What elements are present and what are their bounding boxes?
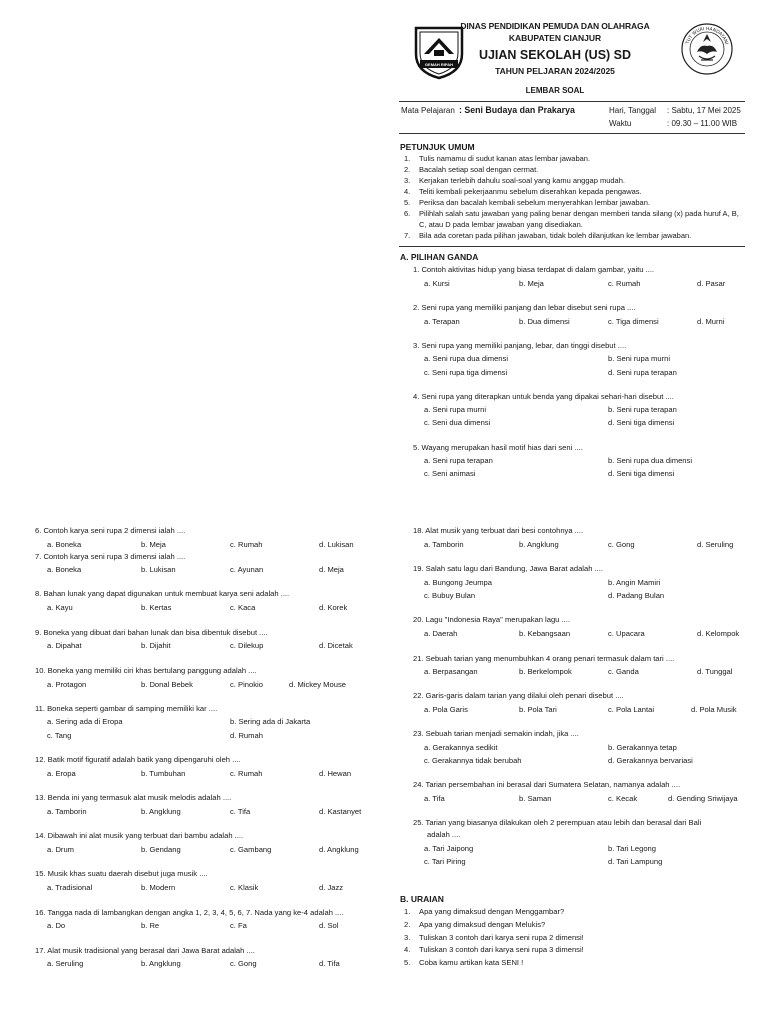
answer-option: b. Seni rupa murni	[608, 354, 671, 363]
answer-option: b. Donal Bebek	[141, 680, 193, 689]
answer-option: d. Korek	[319, 603, 348, 612]
essay-text: Apa yang dimaksud dengan Menggambar?	[419, 907, 565, 916]
question-text: 14. Dibawah ini alat musik yang terbuat dari bambu adalah ....	[35, 831, 244, 840]
answer-option: c. Gerakannya tidak berubah	[424, 756, 522, 765]
answer-option: c. Seni animasi	[424, 469, 476, 478]
instruction-item	[404, 153, 744, 164]
answer-option: d. Meja	[319, 565, 344, 574]
question-text: 24. Tarian persembahan ini berasal dari Sumatera Selatan, namanya adalah ....	[413, 780, 681, 789]
answer-option: d. Seni tiga dimensi	[608, 469, 675, 478]
answer-option: a. Berpasangan	[424, 667, 478, 676]
answer-option: d. Angklung	[319, 845, 359, 854]
answer-option: b. Kertas	[141, 603, 172, 612]
header-regency: KABUPATEN CIANJUR	[508, 33, 602, 43]
essay-text: Tuliskan 3 contoh dari karya seni rupa 3 dimensi!	[419, 945, 584, 955]
subject-label: Mata Pelajaran	[401, 106, 455, 115]
answer-option: c. Seni dua dimensi	[424, 418, 491, 427]
instruction-text: Bacalah setiap soal dengan cermat.	[419, 165, 539, 174]
answer-option: b. Gendang	[141, 845, 181, 854]
answer-option: d. Mickey Mouse	[289, 680, 346, 689]
essay-number: 4.	[404, 945, 411, 955]
answer-option: d. Hewan	[319, 769, 352, 778]
answer-option: c. Rumah	[230, 769, 263, 778]
instruction-item	[404, 175, 744, 186]
answer-option: d. Seni tiga dimensi	[608, 418, 675, 427]
instructions-divider	[399, 246, 745, 247]
answer-option: d. Sol	[319, 921, 339, 930]
instruction-text: Pilihlah salah satu jawaban yang paling benar dengan memberi tanda silang (x) pada huruf A, B, C, atau D pada lembar jawaban yang disediakan.	[419, 209, 739, 229]
answer-option: b. Meja	[141, 540, 166, 549]
answer-option: d. Tunggal	[697, 667, 733, 676]
answer-option: a. Dipahat	[47, 641, 82, 650]
answer-option: a. Pola Garis	[424, 705, 468, 714]
essay-item	[404, 919, 584, 932]
answer-option: a. Drum	[47, 845, 75, 854]
answer-option: b. Sering ada di Jakarta	[230, 717, 311, 726]
answer-option: c. Tang	[47, 731, 72, 740]
header-year: TAHUN PELJARAN 2024/2025	[495, 66, 615, 76]
instruction-item	[404, 164, 744, 175]
question-text: 22. Garis-garis dalam tarian yang dilalui oleh penari disebut ....	[413, 691, 624, 700]
question-text: 19. Salah satu lagu dari Bandung, Jawa Barat adalah ....	[413, 564, 603, 573]
answer-option: a. Seni rupa dua dimensi	[424, 354, 509, 363]
question-text: 13. Benda ini yang termasuk alat musik melodis adalah ....	[35, 793, 232, 802]
question-text: 8. Bahan lunak yang dapat digunakan untuk membuat karya seni adalah ....	[35, 589, 290, 598]
answer-option: c. Kaca	[230, 603, 256, 612]
answer-option: b. Angin Mamiri	[608, 578, 661, 587]
day-label: Hari, Tanggal	[609, 106, 656, 115]
answer-option: d. Gending Sriwijaya	[668, 794, 738, 803]
answer-option: b. Angklung	[519, 540, 559, 549]
essay-item	[404, 906, 584, 919]
question-text: 2. Seni rupa yang memiliki panjang dan lebar disebut seni rupa ....	[413, 303, 636, 312]
answer-option: c. Ayunan	[230, 565, 264, 574]
answer-option: a. Tari Jaipong	[424, 844, 474, 853]
answer-option: c. Gambang	[230, 845, 272, 854]
answer-option: b. Tari Legong	[608, 844, 656, 853]
answer-option: d. Pola Musik	[691, 705, 737, 714]
answer-option: c. Kecak	[608, 794, 638, 803]
essay-questions	[404, 906, 584, 970]
answer-option: c. Dilekup	[230, 641, 264, 650]
question-text: 16. Tangga nada di lambangkan dengan angka 1, 2, 3, 4, 5, 6, 7. Nada yang ke-4 adalah ....	[35, 908, 344, 917]
instruction-text: Bila ada coretan pada pilihan jawaban, tidak boleh dilanjutkan ke lembar jawaban.	[419, 231, 692, 240]
answer-option: b. Lukisan	[141, 565, 176, 574]
essay-number: 2.	[404, 919, 411, 929]
answer-option: d. Seni rupa terapan	[608, 368, 677, 377]
answer-option: a. Kayu	[47, 603, 73, 612]
answer-option: b. Pola Tari	[519, 705, 557, 714]
answer-option: d. Kastanyet	[319, 807, 362, 816]
instruction-number: 5.	[404, 198, 411, 207]
answer-option: d. Gerakannya bervariasi	[608, 756, 693, 765]
answer-option: b. Dua dimensi	[519, 317, 570, 326]
essay-item	[404, 957, 584, 970]
answer-option: b. Re	[141, 921, 160, 930]
question-text: 11. Boneka seperti gambar di samping memiliki kar ....	[35, 704, 218, 713]
answer-option: a. Tifa	[424, 794, 445, 803]
answer-option: d. Jazz	[319, 883, 344, 892]
day-value: : Sabtu, 17 Mei 2025	[667, 106, 741, 115]
question-text: 4. Seni rupa yang diterapkan untuk benda yang dipakai sehari-hari disebut ....	[413, 392, 674, 401]
essay-text: Tuliskan 3 contoh dari karya seni rupa 2 dimensi!	[419, 932, 584, 942]
essay-number: 3.	[404, 932, 411, 942]
instructions-title: PETUNJUK UMUM	[400, 142, 475, 152]
section-a-title: A. PILIHAN GANDA	[400, 252, 479, 262]
answer-option: a. Terapan	[424, 317, 460, 326]
subject-value: : Seni Budaya dan Prakarya	[459, 105, 575, 115]
answer-option: a. Seruling	[47, 959, 84, 968]
answer-option: a. Boneka	[47, 565, 82, 574]
tut-wuri-handayani-logo	[680, 22, 734, 76]
answer-option: d. Murni	[697, 317, 725, 326]
essay-text: Coba kamu artikan kata SENI !	[419, 958, 524, 968]
answer-option: b. Kebangsaan	[519, 629, 571, 638]
instruction-number: 1.	[404, 154, 411, 163]
answer-option: a. Bungong Jeumpa	[424, 578, 492, 587]
header-divider	[399, 101, 745, 102]
instruction-number: 7.	[404, 231, 411, 240]
answer-option: d. Tifa	[319, 959, 340, 968]
answer-option: d. Kelompok	[697, 629, 740, 638]
answer-option: b. Modern	[141, 883, 176, 892]
answer-option: d. Dicetak	[319, 641, 353, 650]
time-value: : 09.30 – 11.00 WIB	[667, 119, 738, 128]
instruction-item	[404, 197, 744, 208]
question-text: 10. Boneka yang memiliki ciri khas bertulang panggung adalah ....	[35, 666, 257, 675]
answer-option: c. Upacara	[608, 629, 645, 638]
essay-item	[404, 944, 584, 957]
instruction-text: Kerjakan terlebih dahulu soal-soal yang kamu anggap mudah.	[419, 176, 625, 185]
answer-option: d. Tari Lampung	[608, 857, 663, 866]
answer-option: c. Tari Piring	[424, 857, 466, 866]
answer-option: a. Sering ada di Eropa	[47, 717, 123, 726]
question-text: 6. Contoh karya seni rupa 2 dimensi ialah ....	[35, 526, 186, 535]
answer-option: a. Tamborin	[424, 540, 464, 549]
question-text: 12. Batik motif figuratif adalah batik yang dipengaruhi oleh ....	[35, 755, 241, 764]
header-sheet-label: LEMBAR SOAL	[525, 86, 585, 95]
question-text: 23. Sebuah tarian menjadi semakin indah, jika ....	[413, 729, 579, 738]
essay-text: Apa yang dimaksud dengan Melukis?	[419, 919, 546, 929]
answer-option: c. Seni rupa tiga dimensi	[424, 368, 508, 377]
section-b-title: B. URAIAN	[400, 894, 444, 904]
answer-option: d. Rumah	[230, 731, 263, 740]
question-text: 1. Contoh aktivitas hidup yang biasa terdapat di dalam gambar, yaitu ....	[413, 265, 655, 274]
logo-right-motto: TUT WURI HANDAYANI	[685, 26, 729, 46]
answer-option: d. Seruling	[697, 540, 734, 549]
answer-option: a. Eropa	[47, 769, 76, 778]
instruction-number: 2.	[404, 165, 411, 174]
answer-option: b. Meja	[519, 279, 544, 288]
answer-option: b. Tumbuhan	[141, 769, 186, 778]
answer-option: a. Gerakannya sedikit	[424, 743, 498, 752]
answer-option: d. Lukisan	[319, 540, 354, 549]
essay-number: 1.	[404, 907, 411, 916]
header-office: DINAS PENDIDIKAN PEMUDA DAN OLAHRAGA	[460, 21, 650, 31]
answer-option: a. Tamborin	[47, 807, 87, 816]
instructions-list	[404, 153, 744, 241]
question-text: 21. Sebuah tarian yang menumbuhkan 4 orang penari termasuk dalam tari ....	[413, 654, 675, 663]
answer-option: a. Seni rupa terapan	[424, 456, 493, 465]
answer-option: a. Kursi	[424, 279, 450, 288]
instruction-text: Tulis namamu di sudut kanan atas lembar jawaban.	[419, 154, 591, 163]
question-text: 20. Lagu "Indonesia Raya" merupakan lagu ....	[413, 615, 570, 624]
answer-option: c. Bubuy Bulan	[424, 591, 476, 600]
answer-option: c. Klasik	[230, 883, 259, 892]
header-exam-title: UJIAN SEKOLAH (US) SD	[478, 48, 632, 62]
answer-option: a. Daerah	[424, 629, 458, 638]
answer-option: a. Seni rupa murni	[424, 405, 487, 414]
question-text: 9. Boneka yang dibuat dari bahan lunak dan bisa dibentuk disebut ....	[35, 628, 268, 637]
answer-option: b. Berkelompok	[519, 667, 572, 676]
answer-option: a. Tradisional	[47, 883, 93, 892]
answer-option: c. Tiga dimensi	[608, 317, 659, 326]
answer-option: c. Fa	[230, 921, 247, 930]
question-text: 25. Tarian yang biasanya dilakukan oleh 2 perempuan atau lebih dan berasal dari Bali	[413, 818, 702, 827]
answer-option: c. Gong	[608, 540, 635, 549]
answer-option: a. Boneka	[47, 540, 82, 549]
instruction-item	[404, 230, 744, 241]
question-text: 18. Alat musik yang terbuat dari besi contohnya ....	[413, 526, 584, 535]
answer-option: b. Angklung	[141, 807, 181, 816]
question-text: 15. Musik khas suatu daerah disebut juga musik ....	[35, 869, 208, 878]
answer-option: d. Padang Bulan	[608, 591, 665, 600]
instruction-number: 4.	[404, 187, 411, 196]
answer-option: b. Seni rupa terapan	[608, 405, 677, 414]
answer-option: c. Pola Lantai	[608, 705, 655, 714]
instruction-item	[404, 208, 744, 230]
answer-option: c. Tifa	[230, 807, 251, 816]
time-label: Waktu	[609, 119, 632, 128]
instruction-text: Periksa dan bacalah kembali sebelum menyerahkan lembar jawaban.	[419, 198, 650, 207]
question-text: 5. Wayang merupakan hasil motif hias dari seni ....	[413, 443, 583, 452]
question-text: 17. Alat musik tradisional yang berasal dari Jawa Barat adalah ....	[35, 946, 255, 955]
question-text-continued: adalah ....	[427, 830, 461, 839]
answer-option: c. Gong	[230, 959, 257, 968]
answer-option: b. Gerakannya tetap	[608, 743, 677, 752]
answer-option: b. Angklung	[141, 959, 181, 968]
answer-option: b. Saman	[519, 794, 552, 803]
question-text: 7. Contoh karya seni rupa 3 dimensi ialah ....	[35, 552, 186, 561]
answer-option: a. Do	[47, 921, 66, 930]
meta-divider	[399, 133, 745, 134]
essay-number: 5.	[404, 958, 411, 968]
answer-option: a. Protagon	[47, 680, 87, 689]
answer-option: c. Rumah	[608, 279, 641, 288]
essay-item	[404, 932, 584, 945]
answer-option: c. Ganda	[608, 667, 639, 676]
logo-motto: GEMAH RIPAH	[424, 62, 454, 67]
instruction-number: 6.	[404, 209, 411, 218]
answer-option: c. Pinokio	[230, 680, 263, 689]
answer-option: c. Rumah	[230, 540, 263, 549]
question-text: 3. Seni rupa yang memiliki panjang, lebar, dan tinggi disebut ....	[413, 341, 627, 350]
instruction-item	[404, 186, 744, 197]
answer-option: d. Pasar	[697, 279, 726, 288]
instruction-number: 3.	[404, 176, 411, 185]
instruction-text: Teliti kembali pekerjaanmu sebelum diserahkan kepada pengawas.	[419, 187, 642, 196]
answer-option: b. Seni rupa dua dimensi	[608, 456, 693, 465]
answer-option: b. Dijahit	[141, 641, 171, 650]
